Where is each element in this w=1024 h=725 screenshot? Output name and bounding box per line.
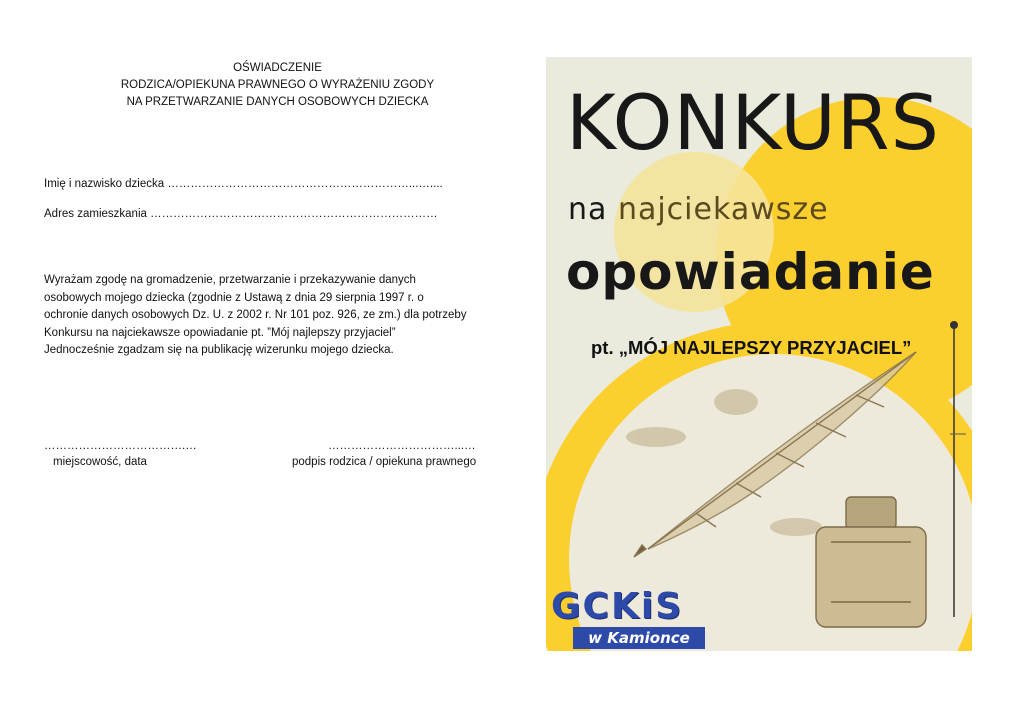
signature-label: podpis rodzica / opiekuna prawnego (292, 456, 477, 468)
poster-tagline (568, 192, 829, 227)
poster-subtitle: pt. „MÓJ NAJLEPSZY PRZYJACIEL” (591, 337, 912, 358)
child-name-field[interactable]: Imię i nazwisko dziecka ………………………………………………………...….... (44, 178, 443, 190)
consent-line: osobowych mojego dziecka (zgodnie z Ustawą z dnia 29 sierpnia 1997 r. o (44, 291, 424, 304)
tagline-najciekawsze: najciekawsze (617, 192, 829, 227)
consent-line: ochronie danych osobowych Dz. U. z 2002 r. Nr 101 poz. 926, ze zm.) dla potrzeby (44, 309, 467, 321)
address-field[interactable]: Adres zamieszkania ………………………………………………………………… (44, 208, 438, 220)
consent-text (44, 272, 504, 360)
signature-field[interactable]: ……………………………...… (328, 440, 476, 452)
tagline-na: na (568, 192, 608, 227)
form-heading-line-2: RODZICA/OPIEKUNA PRAWNEGO O WYRAŻENIU ZGODY (120, 79, 435, 91)
decor-dot (950, 321, 958, 329)
logo-gckis-text: GCKiS (551, 586, 684, 627)
place-date-label: miejscowość, data (53, 456, 147, 468)
contest-poster (546, 57, 972, 651)
form-heading-line-1: OŚWIADCZENIE (233, 62, 322, 74)
consent-line: Wyrażam zgodę na gromadzenie, przetwarzanie i przekazywanie danych (44, 274, 416, 286)
poster-title: KONKURS (566, 78, 940, 167)
logo-location-text: w Kamionce (573, 627, 705, 649)
form-heading-line-3: NA PRZETWARZANIE DANYCH OSOBOWYCH DZIECKA (126, 96, 429, 108)
gckis-logo (551, 586, 705, 649)
consent-line: Konkursu na najciekawsze opowiadanie pt. ”Mój najlepszy przyjaciel” (44, 326, 396, 339)
poster-opowiadanie: opowiadanie (566, 243, 935, 301)
consent-line: Jednocześnie zgadzam się na publikację wizerunku mojego dziecka. (44, 344, 394, 356)
place-date-field[interactable]: ……………………………….… (44, 440, 197, 452)
